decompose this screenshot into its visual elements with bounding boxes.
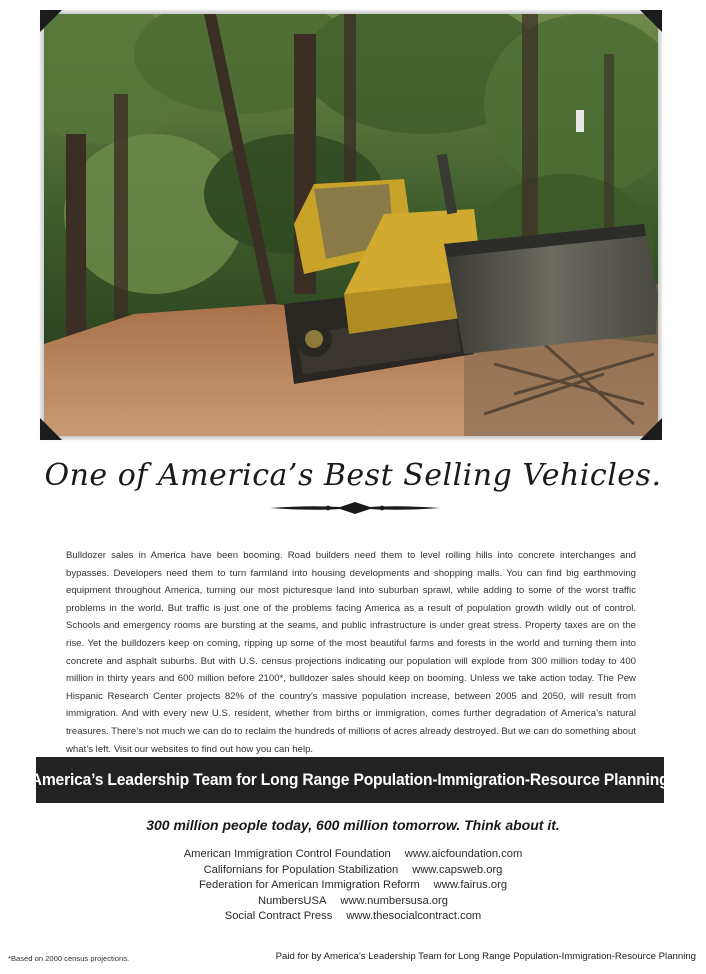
org-website-link[interactable]: www.fairus.org [433,879,508,892]
list-item [0,894,706,910]
list-item [0,878,706,894]
org-name: NumbersUSA [258,894,327,907]
organization-list [0,847,706,925]
list-item [0,909,706,925]
bulldozer-clearing-forest-image [44,14,658,436]
photo-corner [640,418,662,440]
org-name: American Immigration Control Foundation [183,848,391,860]
organization-banner [31,757,669,803]
tagline: 300 million people today, 600 million tomorrow. Think about it. [146,817,560,833]
org-website-link[interactable]: www.capsweb.org [412,863,503,876]
photo-corner [40,418,62,440]
banner-title: America’s Leadership Team for Long Range Population-Immigration-Resource Planning [31,770,669,789]
footnote: *Based on 2000 census projections. [8,954,130,963]
photo-corner [40,10,62,32]
org-name: Federation for American Immigration Reform [198,879,420,892]
list-item [0,847,706,863]
ornament-divider [270,500,440,516]
headline: One of America’s Best Selling Vehicles. [44,458,662,493]
org-name: Californians for Population Stabilization [203,863,399,876]
photo-corner [640,10,662,32]
org-website-link[interactable]: www.aicfoundation.com [404,848,523,860]
list-item [0,863,706,879]
paid-for-disclaimer: Paid for by America’s Leadership Team for Long Range Population-Immigration-Resource Planning [275,951,696,962]
body-text: Bulldozer sales in America have been booming. Road builders need them to level rolling hills into concrete interchanges and bypasses. Developers need them to turn farmland into housing developments and shopping malls. You can find big earthmoving equipment throughout America, turning our most picturesque land into suburban sprawl, while adding to some of the worst traffic problems in the world. But traffic is just one of the problems facing America as a result of population growth wildly out of control. Schools and emergency rooms are bursting at the seams, and public infrastructure is under great stress. Property taxes are on the rise. Yet the bulldozers keep on coming, ripping up some of the most beautiful farms and forests in the world and turning them into concrete and asphalt suburbs. But with U.S. census projections indicating our population will explode from 300 million today to 400 million in thirty years and 600 million before 2100*, bulldozer sales should keep on booming. Unless we take action today. The Pew Hispanic Research Center projects 82% of the country’s massive population increase, between 2005 and 2050, will result from immigration. And with every new U.S. resident, whether from births or immigration, comes further degradation of America’s natural treasures. There’s not much we can do to reclaim the hundreds of millions of acres already destroyed. But we can do something about what’s left. Visit our websites to find out how you can help. [66,550,636,755]
org-website-link[interactable]: www.numbersusa.org [340,894,448,907]
photo-frame [40,10,662,440]
org-name: Social Contract Press [224,910,333,923]
org-website-link[interactable]: www.thesocialcontract.com [346,910,482,923]
